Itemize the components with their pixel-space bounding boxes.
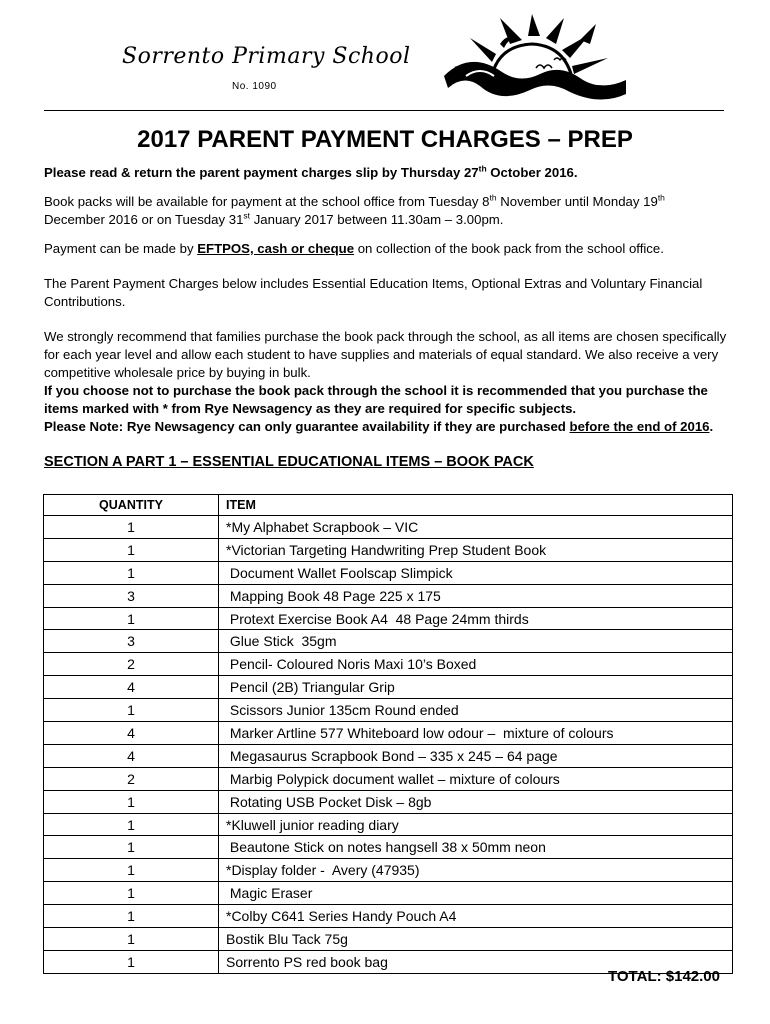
quantity-cell: 1 [44,538,219,561]
item-cell: Protext Exercise Book A4 48 Page 24mm thirds [219,607,733,630]
charges-description: The Parent Payment Charges below includes Essential Education Items, Optional Extras and Voluntary Financial Contributions. [44,276,703,309]
school-number: No. 1090 [232,81,277,92]
quantity-cell: 4 [44,744,219,767]
quantity-cell: 1 [44,836,219,859]
table-row [44,928,733,951]
table-row [44,882,733,905]
item-cell: Megasaurus Scrapbook Bond – 335 x 245 – 64 page [219,744,733,767]
table-header-row [44,495,733,516]
table-row [44,699,733,722]
table-row [44,653,733,676]
item-cell: *Victorian Targeting Handwriting Prep Student Book [219,538,733,561]
table-row [44,584,733,607]
quantity-cell: 2 [44,767,219,790]
item-cell: Glue Stick 35gm [219,630,733,653]
item-cell: Beautone Stick on notes hangsell 38 x 50mm neon [219,836,733,859]
quantity-cell: 2 [44,653,219,676]
payment-methods-text: Payment can be made by EFTPOS, cash or cheque on collection of the book pack from the school office. [44,241,664,256]
item-cell: *My Alphabet Scrapbook – VIC [219,516,733,539]
table-row [44,516,733,539]
item-cell: Mapping Book 48 Page 225 x 175 [219,584,733,607]
school-header [0,0,770,112]
item-header: ITEM [219,495,733,516]
quantity-cell: 1 [44,813,219,836]
quantity-cell: 1 [44,905,219,928]
table-row [44,767,733,790]
quantity-cell: 4 [44,676,219,699]
quantity-cell: 3 [44,584,219,607]
item-cell: *Colby C641 Series Handy Pouch A4 [219,905,733,928]
item-cell: Bostik Blu Tack 75g [219,928,733,951]
item-cell: Scissors Junior 135cm Round ended [219,699,733,722]
quantity-cell: 1 [44,859,219,882]
item-cell: Rotating USB Pocket Disk – 8gb [219,790,733,813]
quantity-cell: 1 [44,950,219,973]
table-row [44,905,733,928]
quantity-header: QUANTITY [44,495,219,516]
asterisk-note: If you choose not to purchase the book pack through the school it is recommended that you purchase the items marked with * from Rye Newsagency as they are required for specific subjects. [44,383,708,416]
table-row [44,813,733,836]
table-row [44,859,733,882]
item-cell: Magic Eraser [219,882,733,905]
quantity-cell: 1 [44,699,219,722]
quantity-cell: 1 [44,928,219,951]
item-cell: Marker Artline 577 Whiteboard low odour – mixture of colours [219,722,733,745]
table-row [44,630,733,653]
table-row [44,722,733,745]
table-row [44,538,733,561]
recommendation-text: We strongly recommend that families purchase the book pack through the school, as all items are chosen specifically for each year level and allow each student to have supplies and materials of equal standard. We also receive a very competitive wholesale price by buying in bulk. [44,329,727,380]
table-row [44,676,733,699]
quantity-cell: 3 [44,630,219,653]
book-pack-table [43,494,733,974]
table-row [44,744,733,767]
quantity-cell: 1 [44,561,219,584]
quantity-cell: 1 [44,790,219,813]
table-row [44,607,733,630]
quantity-cell: 4 [44,722,219,745]
table-row [44,561,733,584]
item-cell: *Kluwell junior reading diary [219,813,733,836]
item-cell: Marbig Polypick document wallet – mixture of colours [219,767,733,790]
quantity-cell: 1 [44,607,219,630]
table-row [44,836,733,859]
item-cell: Pencil- Coloured Noris Maxi 10’s Boxed [219,653,733,676]
sun-over-sea-logo-icon [440,14,630,106]
school-name: Sorrento Primary School [122,44,411,69]
return-notice: Please read & return the parent payment charges slip by Thursday 27th October 2016. [44,163,578,180]
item-cell: Document Wallet Foolscap Slimpick [219,561,733,584]
item-cell: *Display folder - Avery (47935) [219,859,733,882]
total-amount: TOTAL: $142.00 [608,968,720,985]
section-heading: SECTION A PART 1 – ESSENTIAL EDUCATIONAL ITEMS – BOOK PACK [44,454,534,470]
newsagency-note: Please Note: Rye Newsagency can only guarantee availability if they are purchased before the end of 2016. [44,419,714,434]
availability-text: Book packs will be available for payment at the school office from Tuesday 8th November until Monday 19th December 2016 or on Tuesday 31st January 2017 between 11.30am – 3.00pm. [44,192,665,227]
page-title: 2017 PARENT PAYMENT CHARGES – PREP [137,126,633,153]
table-row [44,790,733,813]
item-cell: Sorrento PS red book bag [219,950,733,973]
header-divider [44,110,724,111]
item-cell: Pencil (2B) Triangular Grip [219,676,733,699]
quantity-cell: 1 [44,516,219,539]
quantity-cell: 1 [44,882,219,905]
